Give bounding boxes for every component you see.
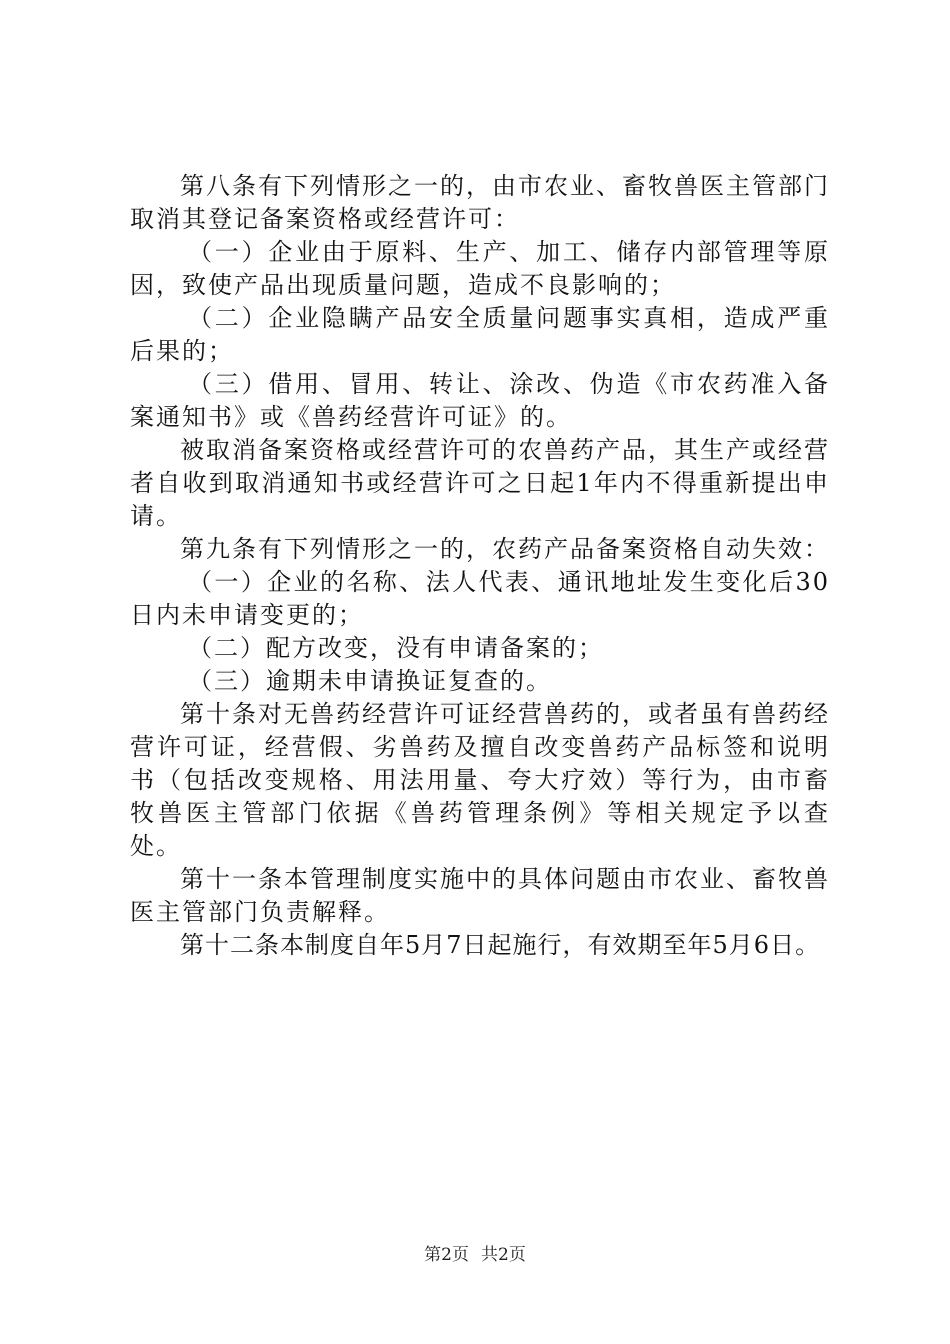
article-8-item-2: （二）企业隐瞒产品安全质量问题事实真相，造成严重后果的； — [130, 304, 830, 365]
page-total: 共2页 — [481, 1245, 526, 1265]
article-8-reapply-paragraph: 被取消备案资格或经营许可的农兽药产品，其生产或经营者自收到取消通知书或经营许可之日起1年内不得重新提出申请。 — [130, 436, 830, 530]
article-8-paragraph: 第八条有下列情形之一的，由市农业、畜牧兽医主管部门取消其登记备案资格或经营许可： — [130, 172, 830, 233]
article-12-paragraph: 第十二条本制度自年5月7日起施行，有效期至年5月6日。 — [180, 931, 821, 959]
article-8-item-1: （一）企业由于原料、生产、加工、储存内部管理等原因，致使产品出现质量问题，造成不良影响的； — [130, 238, 830, 299]
page-footer — [0, 1244, 950, 1266]
page-number: 第2页 — [424, 1245, 469, 1265]
article-8-item-3: （三）借用、冒用、转让、涂改、伪造《市农药准入备案通知书》或《兽药经营许可证》的。 — [130, 370, 830, 431]
article-9-item-3: （三）逾期未申请换证复查的。 — [188, 667, 552, 695]
article-11-paragraph: 第十一条本管理制度实施中的具体问题由市农业、畜牧兽医主管部门负责解释。 — [130, 865, 830, 926]
document-body — [130, 170, 830, 962]
article-9-item-2: （二）配方改变，没有申请备案的； — [188, 634, 604, 662]
article-9-item-1: （一）企业的名称、法人代表、通讯地址发生变化后30日内未申请变更的； — [130, 568, 830, 629]
article-10-paragraph: 第十条对无兽药经营许可证经营兽药的，或者虽有兽药经营许可证，经营假、劣兽药及擅自改变兽药产品标签和说明书（包括改变规格、用法用量、夸大疗效）等行为，由市畜牧兽医主管部门依据《兽药管理条例》等相关规定予以查处。 — [130, 700, 830, 860]
article-9-paragraph: 第九条有下列情形之一的，农药产品备案资格自动失效： — [180, 535, 830, 563]
